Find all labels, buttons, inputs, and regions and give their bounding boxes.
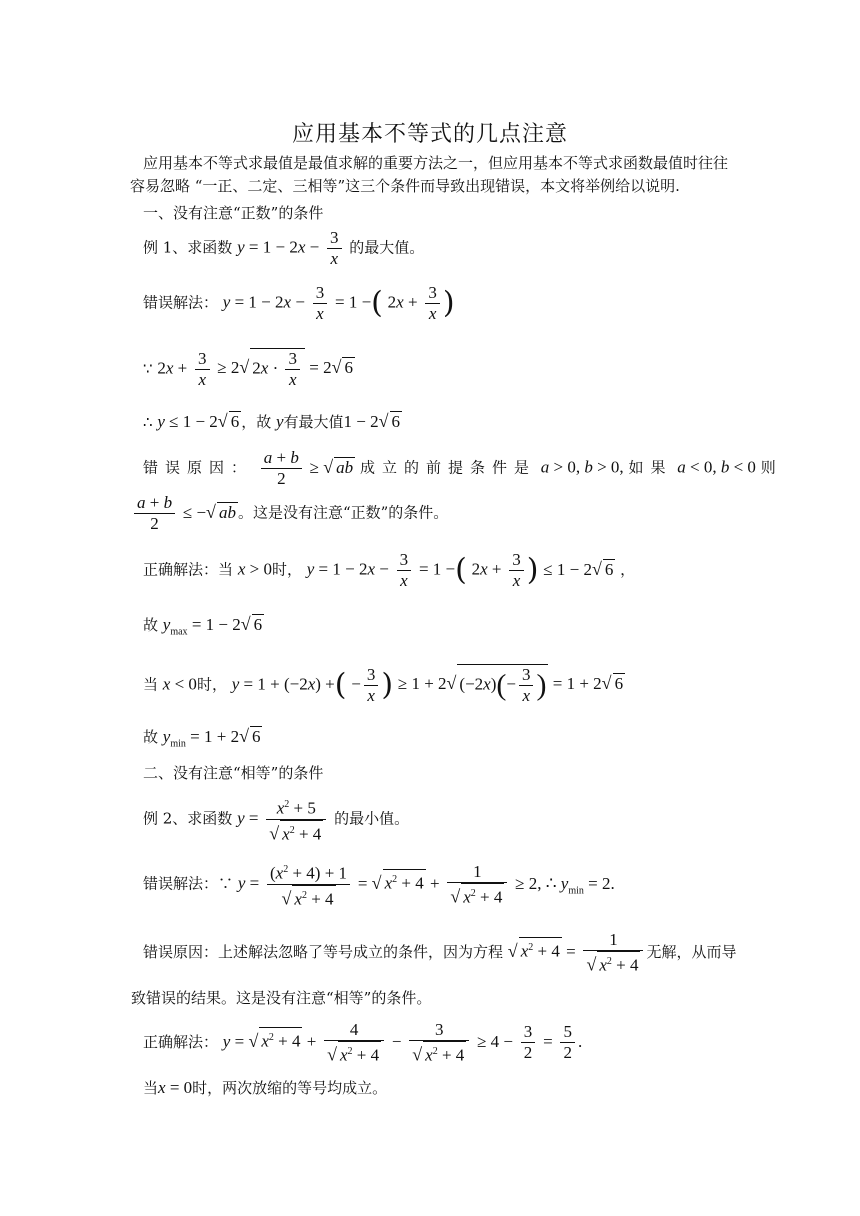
- wrong-solution-1-step2: ∵ 2x + $\frac{3}{x}$ ≥ 2√ 2x · $\frac{3}{x}$ = 2√ 6: [143, 348, 353, 389]
- reason-2: 错误原因：上述解法忽略了等号成立的条件，因为方程 √ $x^2 + 4$ = $\frac{1}{√ x^2 + 4}$ 无解，从而导: [143, 930, 737, 975]
- wrong-solution-2: 错误解法：∵ y = $\frac{(x^2 + 4) + 1}{√ x^2 + 4}$ = √ $x^2 + 4$ + $\frac{1}{√ x^2 + 4}$ ≥ 2, ∴ $y_{min} = 2$.: [143, 861, 615, 909]
- section-1-heading: 一、没有注意“正数”的条件: [143, 204, 324, 222]
- reason-2-cont: 致错误的结果。这是没有注意“相等”的条件。: [131, 989, 432, 1007]
- correct-solution-1: 正确解法：当 x > 0时， y = 1 − 2x − $\frac{3}{x}$ = 1 −( 2x + $\frac{3}{x}$ ) ≤ 1 − 2√ 6 ，: [143, 550, 636, 590]
- section-2-heading: 二、没有注意“相等”的条件: [143, 764, 324, 782]
- min-result: 故 $y_{min} = 1 + 2√$ 6: [143, 726, 261, 750]
- reason-1-cont: $\frac{a + b}{2}$ ≤ −√ ab 。这是没有注意“正数”的条件。: [131, 493, 448, 534]
- max-result: 故 $y_{max} = 1 - 2√$ 6: [143, 614, 263, 638]
- wrong-solution-1: 错误解法： y = 1 − 2x − $\frac{3}{x}$ = 1 −( 2x + $\frac{3}{x}$ ): [143, 283, 455, 323]
- case-x-negative: 当 x < 0时， y = 1 + (−2x) +( − $\frac{3}{x}$ ) ≥ 1 + 2√ (−2x)(− $\frac{3}{x}$ ) = 1 + 2√ 6: [143, 664, 624, 705]
- example-1: 例 1、求函数 y = 1 − 2x − $\frac{3}{x}$ 的最大值。: [143, 228, 425, 268]
- correct-solution-2: 正确解法： y = √ $x^2 + 4$ + $\frac{4}{√ x^2 + 4}$ − $\frac{3}{√ x^2 + 4}$ ≥ 4 − $\frac{3}{2}$ = $\frac{5}{2}$ .: [143, 1020, 583, 1065]
- reason-1: 错误原因： $\frac{a + b}{2}$ ≥ √ ab 成立的前提条件是 a > 0, b > 0, 如果 a < 0, b < 0 则: [143, 448, 776, 488]
- final-line: 当x = 0时，两次放缩的等号均成立。: [143, 1078, 388, 1097]
- example-2: 例 2、求函数 y = $\frac{x^2 + 5}{√ x^2 + 4}$ 的最小值。: [143, 795, 409, 844]
- wrong-solution-1-conclusion: ∴ y ≤ 1 − 2√ 6 ，故 y有最大值1 − 2√ 6: [143, 411, 401, 431]
- intro-paragraph: 应用基本不等式求最值是最值求解的重要方法之一，但应用基本不等式求函数最值时往往容易忽略 “一正、二定、三相等”这三个条件而导致出现错误，本文将举例给以说明.: [130, 154, 729, 195]
- page-title: 应用基本不等式的几点注意: [291, 122, 568, 147]
